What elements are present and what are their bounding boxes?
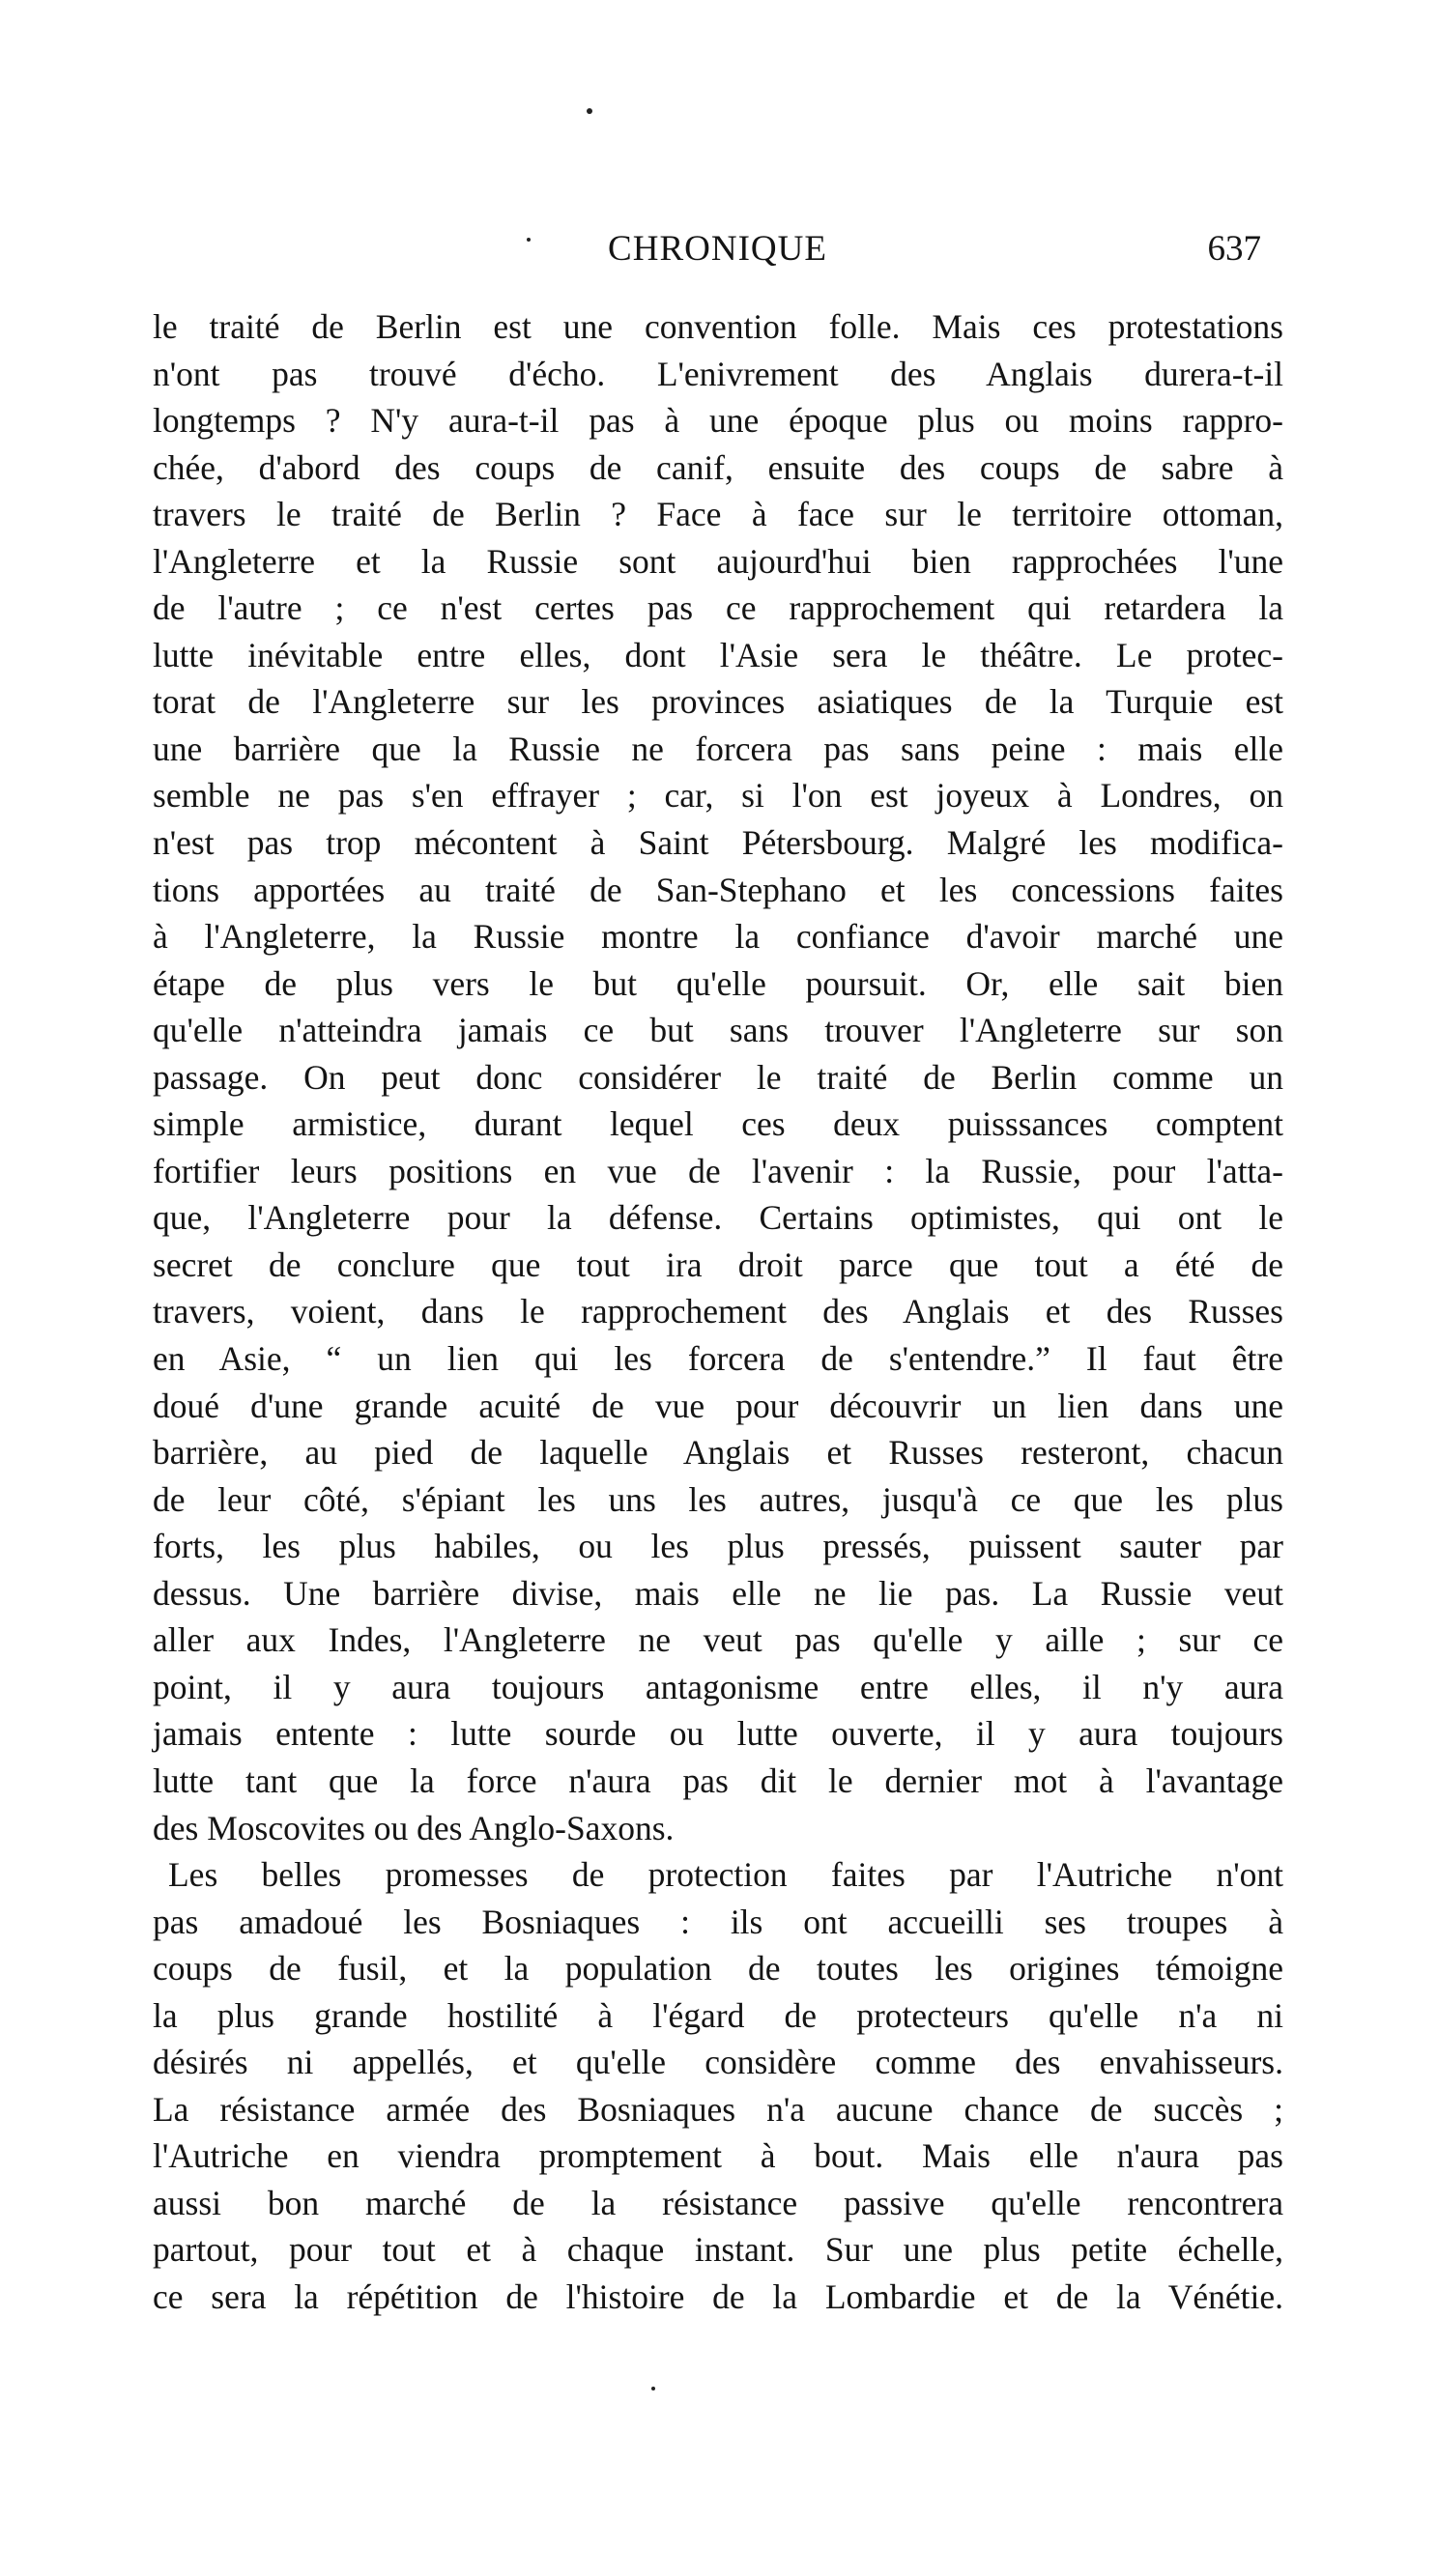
text-line: La résistance armée des Bosniaques n'a aucune chance de succès ; <box>153 2089 1283 2129</box>
text-line: lutte tant que la force n'aura pas dit le dernier mot à l'avantage <box>153 1760 1283 1800</box>
paragraph-1 <box>153 303 1283 1851</box>
text-line: qu'elle n'atteindra jamais ce but sans trouver l'Angleterre sur son <box>153 1011 1283 1050</box>
text-line: travers, voient, dans le rapprochement des Anglais et des Russes <box>153 1292 1283 1331</box>
page-number: 637 <box>1207 229 1261 269</box>
text-line: simple armistice, durant lequel ces deux puisssances comptent <box>153 1104 1283 1144</box>
text-line: semble ne pas s'en effrayer ; car, si l'on est joyeux à Londres, on <box>153 776 1283 816</box>
paragraph-2 <box>153 1851 1283 2320</box>
text-line: la plus grande hostilité à l'égard de protecteurs qu'elle n'a ni <box>153 1995 1283 2035</box>
text-line: longtemps ? N'y aura-t-il pas à une époque plus ou moins rappro- <box>153 401 1283 441</box>
text-line: désirés ni appellés, et qu'elle considère comme des envahisseurs. <box>153 2043 1283 2082</box>
text-line: aller aux Indes, l'Angleterre ne veut pas qu'elle y aille ; sur ce <box>153 1620 1283 1660</box>
text-line: jamais entente : lutte sourde ou lutte ouverte, il y aura toujours <box>153 1714 1283 1754</box>
text-line: de l'autre ; ce n'est certes pas ce rapprochement qui retardera la <box>153 588 1283 628</box>
text-line: à l'Angleterre, la Russie montre la confiance d'avoir marché une <box>153 917 1283 957</box>
text-line: torat de l'Angleterre sur les provinces asiatiques de la Turquie est <box>153 682 1283 722</box>
text-line: partout, pour tout et à chaque instant. Sur une plus petite échelle, <box>153 2230 1283 2270</box>
text-line: étape de plus vers le but qu'elle poursuit. Or, elle sait bien <box>153 963 1283 1003</box>
text-line: l'Autriche en viendra promptement à bout. Mais elle n'aura pas <box>153 2136 1283 2176</box>
text-line: coups de fusil, et la population de toutes les origines témoigne <box>153 1949 1283 1989</box>
text-line: forts, les plus habiles, ou les plus pressés, puissent sauter par <box>153 1527 1283 1566</box>
text-line: dessus. Une barrière divise, mais elle ne lie pas. La Russie veut <box>153 1573 1283 1613</box>
text-line: aussi bon marché de la résistance passive qu'elle rencontrera <box>153 2183 1283 2222</box>
running-title: CHRONIQUE <box>608 229 827 269</box>
text-line: fortifier leurs positions en vue de l'avenir : la Russie, pour l'atta- <box>153 1151 1283 1190</box>
text-line: l'Angleterre et la Russie sont aujourd'hui bien rapprochées l'une <box>153 541 1283 581</box>
text-line: des Moscovites ou des Anglo-Saxons. <box>153 1808 675 1847</box>
text-line: barrière, au pied de laquelle Anglais et Russes resteront, chacun <box>153 1433 1283 1473</box>
text-line: ce sera la répétition de l'histoire de la Lombardie et de la Vénétie. <box>153 2276 1283 2316</box>
text-line: doué d'une grande acuité de vue pour découvrir un lien dans une <box>153 1386 1283 1425</box>
text-line: en Asie, “ un lien qui les forcera de s'entendre.” Il faut être <box>153 1339 1283 1379</box>
text-line: point, il y aura toujours antagonisme entre elles, il n'y aura <box>153 1667 1283 1706</box>
text-line: n'ont pas trouvé d'écho. L'enivrement des Anglais durera-t-il <box>153 354 1283 393</box>
text-line: tions apportées au traité de San-Stephano et les concessions faites <box>153 870 1283 909</box>
text-line: n'est pas trop mécontent à Saint Pétersbourg. Malgré les modifica- <box>153 823 1283 863</box>
top-speck <box>587 108 592 114</box>
body-text <box>153 303 1283 2321</box>
text-line: le traité de Berlin est une convention folle. Mais ces protestations <box>153 307 1283 346</box>
bottom-speck <box>651 2387 655 2390</box>
text-line: travers le traité de Berlin ? Face à face sur le territoire ottoman, <box>153 495 1283 534</box>
text-line: passage. On peut donc considérer le traité de Berlin comme un <box>153 1057 1283 1097</box>
text-line: lutte inévitable entre elles, dont l'Asie sera le théâtre. Le protec- <box>153 635 1283 674</box>
page-header <box>174 228 1261 274</box>
text-line: une barrière que la Russie ne forcera pas sans peine : mais elle <box>153 729 1283 768</box>
text-line: secret de conclure que tout ira droit parce que tout a été de <box>153 1245 1283 1284</box>
text-line: chée, d'abord des coups de canif, ensuite des coups de sabre à <box>153 447 1283 487</box>
text-line: que, l'Angleterre pour la défense. Certains optimistes, qui ont le <box>153 1198 1283 1238</box>
text-line: de leur côté, s'épiant les uns les autres, jusqu'à ce que les plus <box>153 1479 1283 1519</box>
text-line: pas amadoué les Bosniaques : ils ont accueilli ses troupes à <box>153 1902 1283 1941</box>
text-line: Les belles promesses de protection faites par l'Autriche n'ont <box>168 1855 1283 1895</box>
